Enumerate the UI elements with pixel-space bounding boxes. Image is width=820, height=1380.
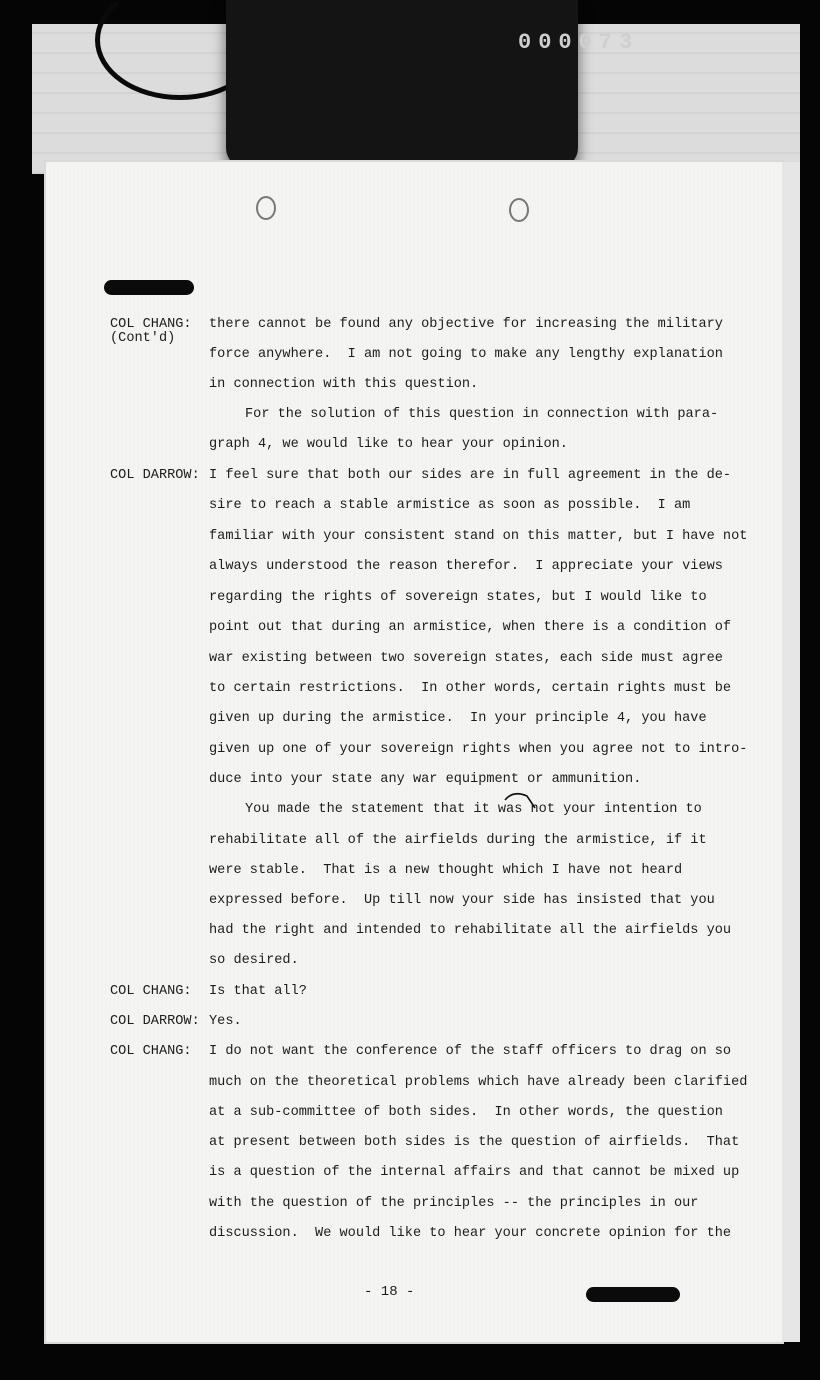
binder-clip — [226, 0, 640, 168]
archive-stamp-number: 000073 — [518, 30, 640, 55]
text-line: given up one of your sovereign rights when you agree not to intro- — [209, 742, 748, 757]
text-line: duce into your state any war equipment or ammunition. — [209, 772, 642, 787]
text-line: I do not want the conference of the staff officers to drag on so — [209, 1044, 732, 1059]
text-line: were stable. That is a new thought which I have not heard — [209, 863, 683, 878]
text-line: expressed before. Up till now your side has insisted that you — [209, 893, 715, 908]
punch-hole-left — [256, 196, 276, 220]
text-line: in connection with this question. — [209, 377, 479, 392]
text-line: so desired. — [209, 953, 299, 968]
text-line: at present between both sides is the question of airfields. That — [209, 1135, 740, 1150]
text-line: rehabilitate all of the airfields during the armistice, if it — [209, 833, 707, 848]
text-line: I feel sure that both our sides are in full agreement in the de- — [209, 468, 732, 483]
text-line: there cannot be found any objective for increasing the military — [209, 317, 723, 332]
speaker-label: COL CHANG: — [110, 984, 192, 999]
text-line: force anywhere. I am not going to make any lengthy explanation — [209, 347, 723, 362]
text-line: war existing between two sovereign states, each side must agree — [209, 651, 723, 666]
text-line: familiar with your consistent stand on this matter, but I have not — [209, 529, 748, 544]
text-line: You made the statement that it was not your intention to — [245, 802, 702, 817]
text-line: had the right and intended to rehabilitate all the airfields you — [209, 923, 732, 938]
text-line: Yes. — [209, 1014, 242, 1029]
text-line: to certain restrictions. In other words, certain rights must be — [209, 681, 732, 696]
text-line: always understood the reason therefor. I appreciate your views — [209, 559, 723, 574]
speaker-continued-label: (Cont'd) — [110, 331, 176, 346]
text-line: For the solution of this question in connection with para- — [245, 407, 719, 422]
speaker-label: COL CHANG: — [110, 317, 192, 332]
text-line: given up during the armistice. In your principle 4, you have — [209, 711, 707, 726]
text-line: discussion. We would like to hear your concrete opinion for the — [209, 1226, 732, 1241]
page-number: - 18 - — [364, 1284, 415, 1300]
text-line: with the question of the principles -- the principles in our — [209, 1196, 699, 1211]
redaction-mark-top — [104, 280, 194, 295]
text-line: point out that during an armistice, when there is a condition of — [209, 620, 732, 635]
text-line: graph 4, we would like to hear your opinion. — [209, 437, 568, 452]
redaction-mark-bottom — [586, 1287, 680, 1302]
speaker-label: COL DARROW: — [110, 1014, 200, 1029]
text-line: much on the theoretical problems which have already been clarified — [209, 1075, 748, 1090]
text-line: at a sub-committee of both sides. In other words, the question — [209, 1105, 723, 1120]
text-line: is a question of the internal affairs and that cannot be mixed up — [209, 1165, 740, 1180]
handwritten-mark-icon — [503, 790, 537, 810]
speaker-label: COL CHANG: — [110, 1044, 192, 1059]
text-line: regarding the rights of sovereign states, but I would like to — [209, 590, 707, 605]
text-line: Is that all? — [209, 984, 307, 999]
text-line: sire to reach a stable armistice as soon as possible. I am — [209, 498, 691, 513]
speaker-label: COL DARROW: — [110, 468, 200, 483]
page-edge — [782, 162, 800, 1342]
punch-hole-right — [509, 198, 529, 222]
